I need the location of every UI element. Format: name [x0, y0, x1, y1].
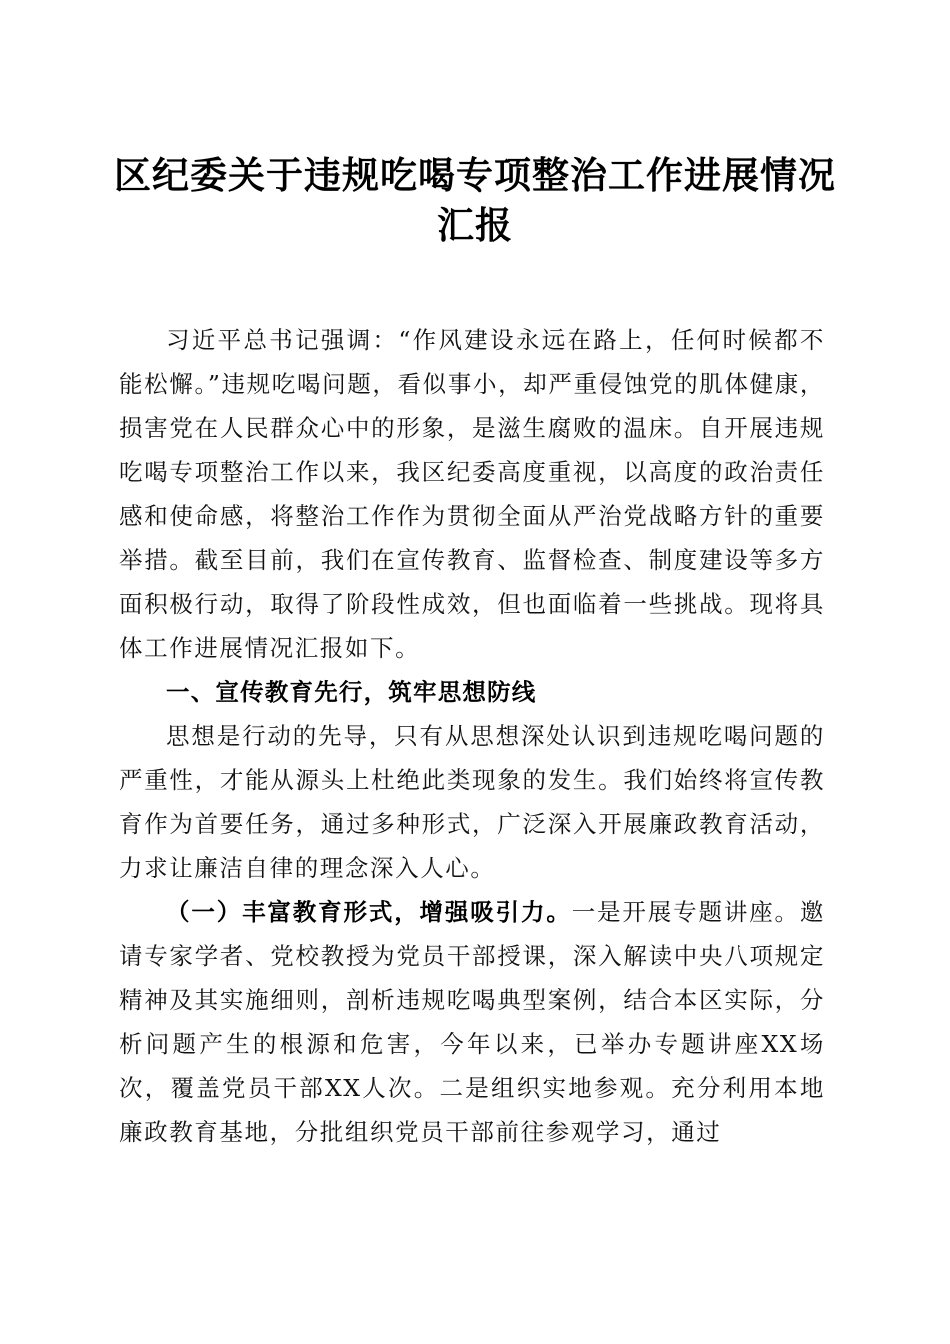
subsection-1-paragraph	[119, 890, 825, 1154]
document-body	[119, 318, 825, 1154]
subsection-1-text: 一是开展专题讲座。邀请专家学者、党校教授为党员干部授课，深入解读中央八项规定精神及其实施细则，剖析违规吃喝典型案例，结合本区实际，分析问题产生的根源和危害，今年以来，已举办专题讲座XX场次，覆盖党员干部XX人次。二是组织实地参观。充分利用本地廉政教育基地，分批组织党员干部前往参观学习，通过	[119, 898, 826, 1146]
document-title: 区纪委关于违规吃喝专项整治工作进展情况汇报	[114, 153, 836, 247]
intro-paragraph: 习近平总书记强调：“作风建设永远在路上，任何时候都不能松懈。”违规吃喝问题，看似事小，却严重侵蚀党的肌体健康，损害党在人民群众心中的形象，是滋生腐败的温床。自开展违规吃喝专项整治工作以来，我区纪委高度重视，以高度的政治责任感和使命感，将整治工作作为贯彻全面从严治党战略方针的重要举措。截至目前，我们在宣传教育、监督检查、制度建设等多方面积极行动，取得了阶段性成效，但也面临着一些挑战。现将具体工作进展情况汇报如下。	[119, 326, 825, 662]
subsection-1-lead: （一）丰富教育形式，增强吸引力。	[166, 898, 572, 926]
section-1-paragraph: 思想是行动的先导，只有从思想深处认识到违规吃喝问题的严重性，才能从源头上杜绝此类现象的发生。我们始终将宣传教育作为首要任务，通过多种形式，广泛深入开展廉政教育活动，力求让廉洁自律的理念深入人心。	[119, 722, 825, 882]
section-1-heading: 一、宣传教育先行，筑牢思想防线	[166, 678, 537, 706]
